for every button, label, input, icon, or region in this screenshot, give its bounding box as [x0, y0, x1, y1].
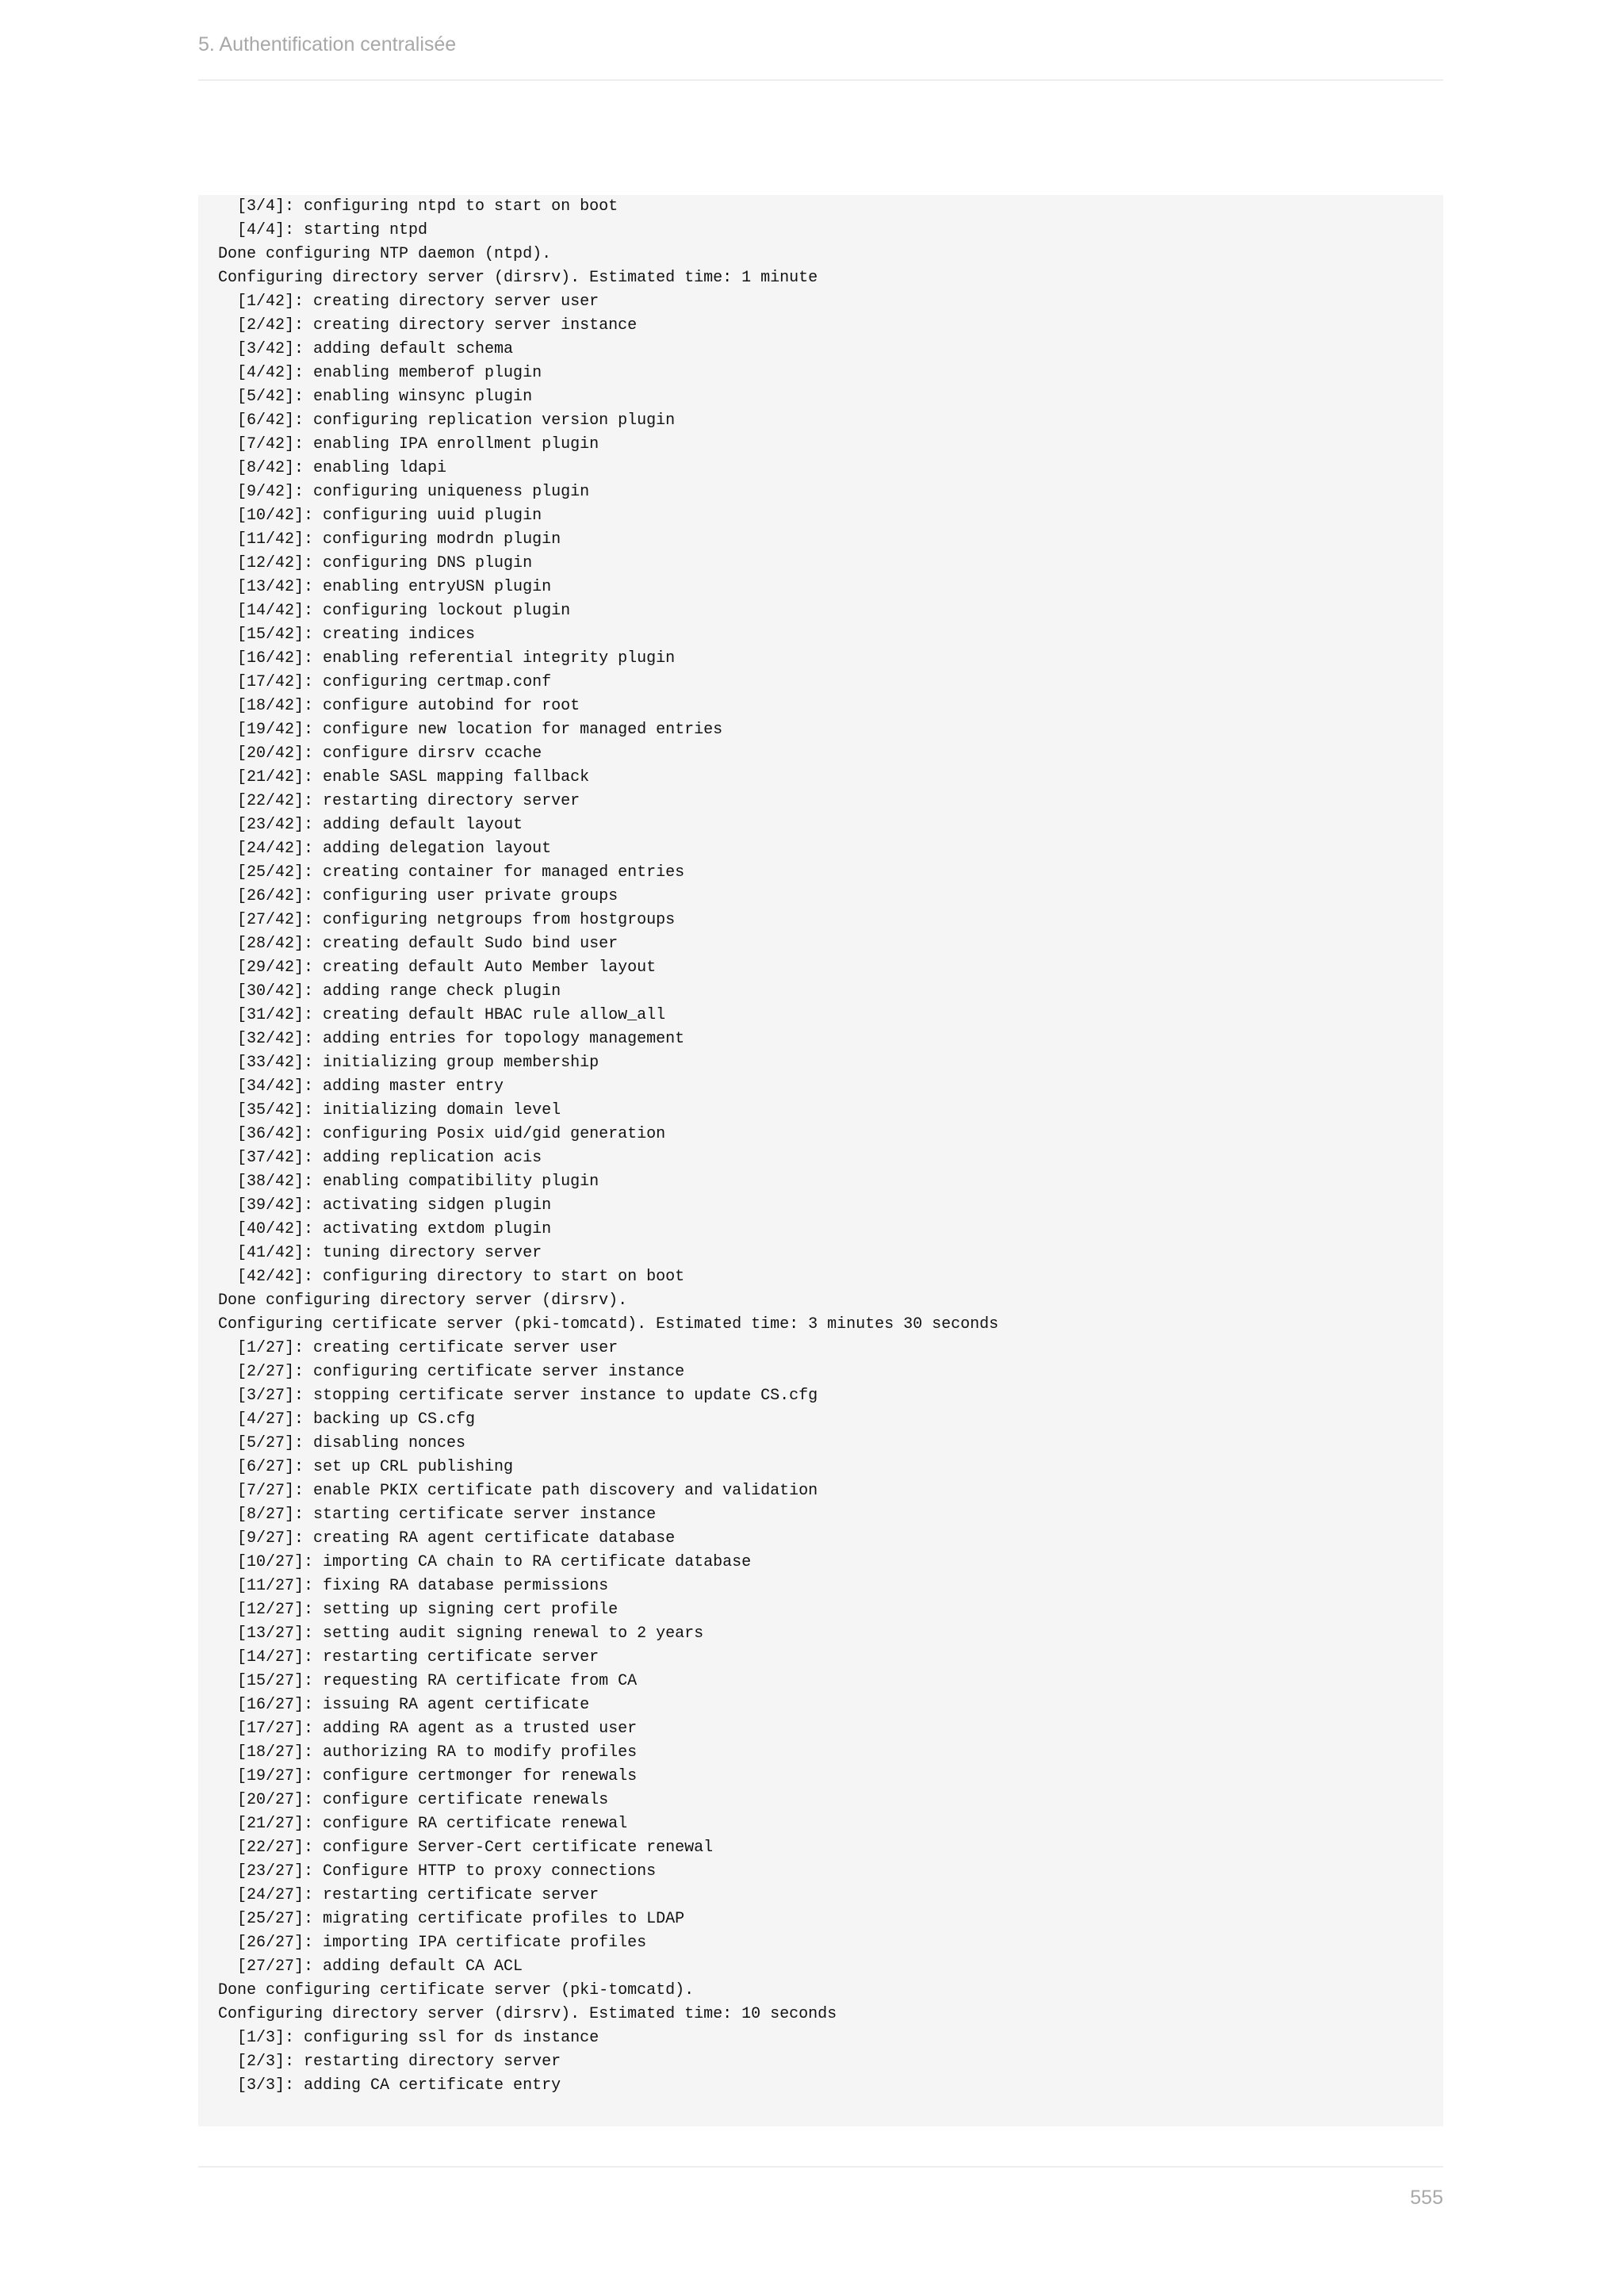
- code-line: [38/42]: enabling compatibility plugin: [218, 1173, 599, 1191]
- code-line: [18/42]: configure autobind for root: [218, 697, 580, 715]
- code-line: [28/42]: creating default Sudo bind user: [218, 935, 619, 953]
- code-line: [10/27]: importing CA chain to RA certificate database: [218, 1553, 752, 1571]
- code-line: [36/42]: configuring Posix uid/gid generation: [218, 1125, 666, 1143]
- code-line: [6/27]: set up CRL publishing: [218, 1458, 514, 1476]
- code-line: Configuring directory server (dirsrv). Estimated time: 10 seconds: [218, 2005, 837, 2023]
- code-line: [8/27]: starting certificate server instance: [218, 1506, 657, 1524]
- code-line: [2/42]: creating directory server instance: [218, 316, 638, 335]
- code-line: [5/27]: disabling nonces: [218, 1434, 466, 1452]
- code-line: [4/27]: backing up CS.cfg: [218, 1410, 476, 1429]
- code-line: [1/3]: configuring ssl for ds instance: [218, 2029, 599, 2047]
- code-line: [24/42]: adding delegation layout: [218, 840, 552, 858]
- code-line: [20/27]: configure certificate renewals: [218, 1791, 609, 1809]
- code-line: Done configuring certificate server (pki-tomcatd).: [218, 1981, 695, 1999]
- code-line: Configuring directory server (dirsrv). Estimated time: 1 minute: [218, 269, 818, 287]
- code-line: [25/42]: creating container for managed entries: [218, 863, 685, 882]
- code-line: [7/42]: enabling IPA enrollment plugin: [218, 435, 599, 453]
- code-line: [37/42]: adding replication acis: [218, 1149, 542, 1167]
- code-line: [14/27]: restarting certificate server: [218, 1648, 599, 1667]
- code-line: [21/27]: configure RA certificate renewal: [218, 1815, 628, 1833]
- page-number: 555: [1410, 2187, 1443, 2209]
- code-line: [35/42]: initializing domain level: [218, 1101, 561, 1119]
- code-line: [26/27]: importing IPA certificate profiles: [218, 1934, 647, 1952]
- page-header: [198, 35, 1443, 81]
- code-line: [27/27]: adding default CA ACL: [218, 1957, 523, 1976]
- code-line: Done configuring NTP daemon (ntpd).: [218, 245, 552, 263]
- code-line: [34/42]: adding master entry: [218, 1077, 504, 1096]
- code-line: [13/27]: setting audit signing renewal to 2 years: [218, 1624, 704, 1643]
- code-line: [21/42]: enable SASL mapping fallback: [218, 768, 590, 786]
- code-line: [11/42]: configuring modrdn plugin: [218, 530, 561, 549]
- code-line: [23/27]: Configure HTTP to proxy connections: [218, 1862, 657, 1881]
- code-line: [13/42]: enabling entryUSN plugin: [218, 578, 552, 596]
- code-line: [5/42]: enabling winsync plugin: [218, 388, 533, 406]
- code-line: [1/42]: creating directory server user: [218, 293, 599, 311]
- code-line: [1/27]: creating certificate server user: [218, 1339, 619, 1357]
- code-line: [25/27]: migrating certificate profiles to LDAP: [218, 1910, 685, 1928]
- code-line: [10/42]: configuring uuid plugin: [218, 507, 542, 525]
- code-line: [9/27]: creating RA agent certificate database: [218, 1529, 676, 1548]
- code-line: [6/42]: configuring replication version plugin: [218, 411, 676, 430]
- code-line: [2/27]: configuring certificate server instance: [218, 1363, 685, 1381]
- code-line: [19/27]: configure certmonger for renewals: [218, 1767, 638, 1785]
- code-line: [27/42]: configuring netgroups from hostgroups: [218, 911, 676, 929]
- chapter-title: 5. Authentification centralisée: [198, 33, 457, 55]
- code-line: [19/42]: configure new location for managed entries: [218, 721, 723, 739]
- code-line: [8/42]: enabling ldapi: [218, 459, 447, 477]
- code-line: [24/27]: restarting certificate server: [218, 1886, 599, 1904]
- code-line: [17/42]: configuring certmap.conf: [218, 673, 552, 691]
- code-line: [17/27]: adding RA agent as a trusted user: [218, 1720, 638, 1738]
- code-line: [2/3]: restarting directory server: [218, 2053, 561, 2071]
- code-line: [40/42]: activating extdom plugin: [218, 1220, 552, 1238]
- code-line: [39/42]: activating sidgen plugin: [218, 1196, 552, 1215]
- code-line: [22/27]: configure Server-Cert certificate renewal: [218, 1839, 714, 1857]
- code-line: [12/27]: setting up signing cert profile: [218, 1601, 619, 1619]
- code-line: [11/27]: fixing RA database permissions: [218, 1577, 609, 1595]
- code-line: [30/42]: adding range check plugin: [218, 982, 561, 1001]
- code-line: [41/42]: tuning directory server: [218, 1244, 542, 1262]
- code-line: [4/42]: enabling memberof plugin: [218, 364, 542, 382]
- code-line: [16/27]: issuing RA agent certificate: [218, 1696, 590, 1714]
- code-line: [32/42]: adding entries for topology management: [218, 1030, 685, 1048]
- code-line: [3/4]: configuring ntpd to start on boot: [218, 197, 619, 216]
- code-line: [20/42]: configure dirsrv ccache: [218, 744, 542, 763]
- code-line: [33/42]: initializing group membership: [218, 1054, 599, 1072]
- code-line: [4/4]: starting ntpd: [218, 221, 428, 239]
- code-line: [14/42]: configuring lockout plugin: [218, 602, 571, 620]
- code-line: [3/3]: adding CA certificate entry: [218, 2076, 561, 2095]
- code-line: Configuring certificate server (pki-tomcatd). Estimated time: 3 minutes 30 seconds: [218, 1315, 999, 1334]
- code-line: [3/27]: stopping certificate server instance to update CS.cfg: [218, 1387, 818, 1405]
- code-line: Done configuring directory server (dirsrv).: [218, 1292, 628, 1310]
- code-line: [3/42]: adding default schema: [218, 340, 514, 358]
- code-line: [18/27]: authorizing RA to modify profiles: [218, 1743, 638, 1762]
- code-line: [15/42]: creating indices: [218, 626, 476, 644]
- code-line: [31/42]: creating default HBAC rule allow_all: [218, 1006, 666, 1024]
- code-line: [7/27]: enable PKIX certificate path discovery and validation: [218, 1482, 818, 1500]
- code-line: [15/27]: requesting RA certificate from CA: [218, 1672, 638, 1690]
- code-line: [12/42]: configuring DNS plugin: [218, 554, 533, 572]
- code-line: [23/42]: adding default layout: [218, 816, 523, 834]
- code-line: [16/42]: enabling referential integrity plugin: [218, 649, 676, 668]
- code-lines: [218, 195, 1443, 2098]
- code-line: [29/42]: creating default Auto Member layout: [218, 959, 657, 977]
- footer-divider: [198, 2166, 1443, 2168]
- code-block: [198, 195, 1443, 2126]
- code-line: [26/42]: configuring user private groups: [218, 887, 619, 905]
- code-line: [9/42]: configuring uniqueness plugin: [218, 483, 590, 501]
- code-line: [42/42]: configuring directory to start on boot: [218, 1268, 685, 1286]
- code-line: [22/42]: restarting directory server: [218, 792, 580, 810]
